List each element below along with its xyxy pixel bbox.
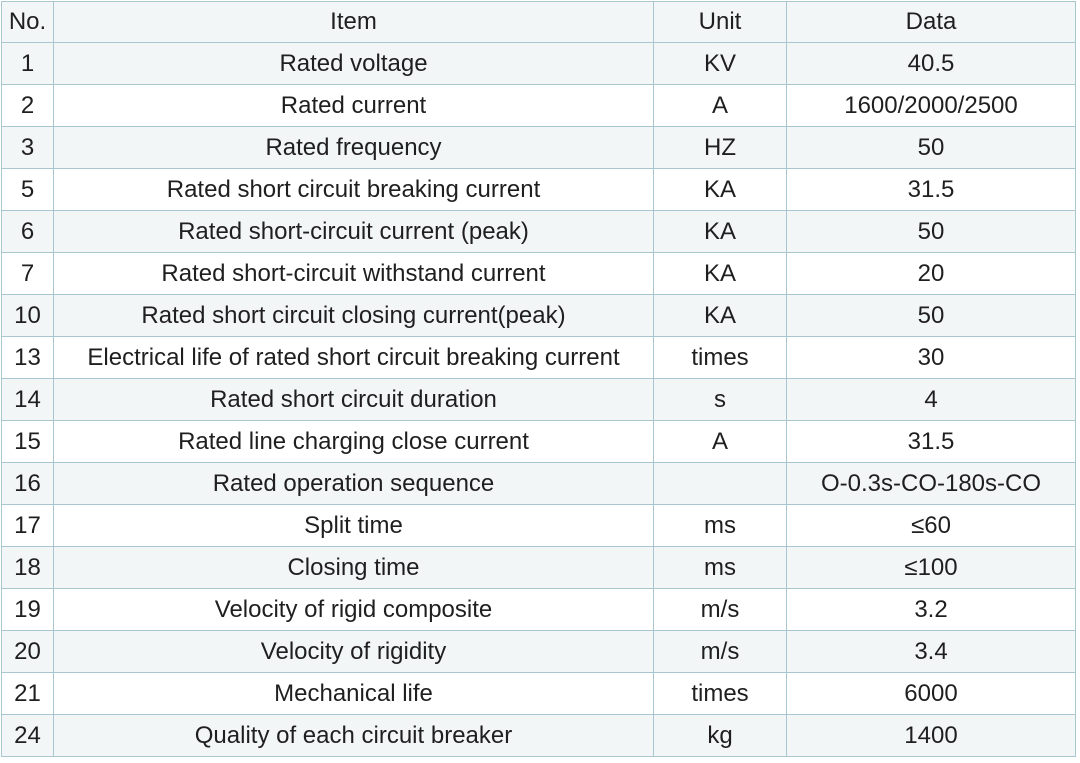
cell-no: 7	[2, 253, 54, 295]
header-row	[2, 2, 1076, 43]
cell-item: Rated short circuit closing current(peak)	[54, 295, 654, 337]
cell-unit: KV	[654, 43, 787, 85]
cell-no: 10	[2, 295, 54, 337]
cell-item: Rated line charging close current	[54, 421, 654, 463]
table-row	[2, 715, 1076, 757]
table-row	[2, 85, 1076, 127]
header-no: No.	[2, 2, 54, 43]
table-row	[2, 127, 1076, 169]
table-row	[2, 295, 1076, 337]
cell-data: 50	[787, 295, 1076, 337]
cell-item: Rated voltage	[54, 43, 654, 85]
table-row	[2, 43, 1076, 85]
cell-data: 50	[787, 211, 1076, 253]
cell-unit: KA	[654, 295, 787, 337]
cell-no: 24	[2, 715, 54, 757]
cell-no: 1	[2, 43, 54, 85]
table-body	[2, 43, 1076, 757]
table-row	[2, 589, 1076, 631]
cell-unit: KA	[654, 253, 787, 295]
table-row	[2, 505, 1076, 547]
cell-unit: times	[654, 673, 787, 715]
cell-no: 5	[2, 169, 54, 211]
cell-no: 6	[2, 211, 54, 253]
cell-no: 16	[2, 463, 54, 505]
cell-no: 15	[2, 421, 54, 463]
cell-unit	[654, 463, 787, 505]
cell-no: 19	[2, 589, 54, 631]
cell-data: 40.5	[787, 43, 1076, 85]
cell-data: 4	[787, 379, 1076, 421]
cell-data: ≤60	[787, 505, 1076, 547]
table-row	[2, 547, 1076, 589]
cell-unit: ms	[654, 505, 787, 547]
cell-no: 13	[2, 337, 54, 379]
cell-unit: m/s	[654, 631, 787, 673]
cell-unit: KA	[654, 211, 787, 253]
cell-unit: A	[654, 421, 787, 463]
cell-data: O-0.3s-CO-180s-CO	[787, 463, 1076, 505]
cell-data: 3.4	[787, 631, 1076, 673]
header-data: Data	[787, 2, 1076, 43]
cell-item: Rated short circuit breaking current	[54, 169, 654, 211]
cell-unit: times	[654, 337, 787, 379]
cell-item: Rated operation sequence	[54, 463, 654, 505]
table-row	[2, 673, 1076, 715]
cell-data: ≤100	[787, 547, 1076, 589]
cell-unit: HZ	[654, 127, 787, 169]
cell-data: 3.2	[787, 589, 1076, 631]
cell-data: 31.5	[787, 421, 1076, 463]
cell-data: 30	[787, 337, 1076, 379]
cell-no: 14	[2, 379, 54, 421]
cell-item: Mechanical life	[54, 673, 654, 715]
cell-item: Rated current	[54, 85, 654, 127]
table-row	[2, 337, 1076, 379]
header-item: Item	[54, 2, 654, 43]
table-row	[2, 631, 1076, 673]
cell-item: Velocity of rigidity	[54, 631, 654, 673]
cell-no: 18	[2, 547, 54, 589]
cell-no: 17	[2, 505, 54, 547]
cell-no: 21	[2, 673, 54, 715]
cell-item: Closing time	[54, 547, 654, 589]
table-row	[2, 463, 1076, 505]
cell-data: 1600/2000/2500	[787, 85, 1076, 127]
table-row	[2, 253, 1076, 295]
table-header	[2, 2, 1076, 43]
spec-table	[1, 1, 1076, 757]
cell-item: Velocity of rigid composite	[54, 589, 654, 631]
header-unit: Unit	[654, 2, 787, 43]
cell-data: 6000	[787, 673, 1076, 715]
cell-item: Rated short circuit duration	[54, 379, 654, 421]
cell-unit: ms	[654, 547, 787, 589]
cell-item: Rated short-circuit current (peak)	[54, 211, 654, 253]
cell-unit: kg	[654, 715, 787, 757]
table-row	[2, 379, 1076, 421]
cell-no: 20	[2, 631, 54, 673]
cell-item: Quality of each circuit breaker	[54, 715, 654, 757]
cell-data: 1400	[787, 715, 1076, 757]
cell-no: 2	[2, 85, 54, 127]
table-row	[2, 169, 1076, 211]
cell-unit: s	[654, 379, 787, 421]
cell-data: 50	[787, 127, 1076, 169]
cell-data: 31.5	[787, 169, 1076, 211]
cell-no: 3	[2, 127, 54, 169]
cell-item: Rated frequency	[54, 127, 654, 169]
cell-unit: A	[654, 85, 787, 127]
cell-unit: KA	[654, 169, 787, 211]
cell-data: 20	[787, 253, 1076, 295]
cell-item: Electrical life of rated short circuit breaking current	[54, 337, 654, 379]
cell-item: Rated short-circuit withstand current	[54, 253, 654, 295]
cell-item: Split time	[54, 505, 654, 547]
table-row	[2, 421, 1076, 463]
table-row	[2, 211, 1076, 253]
cell-unit: m/s	[654, 589, 787, 631]
